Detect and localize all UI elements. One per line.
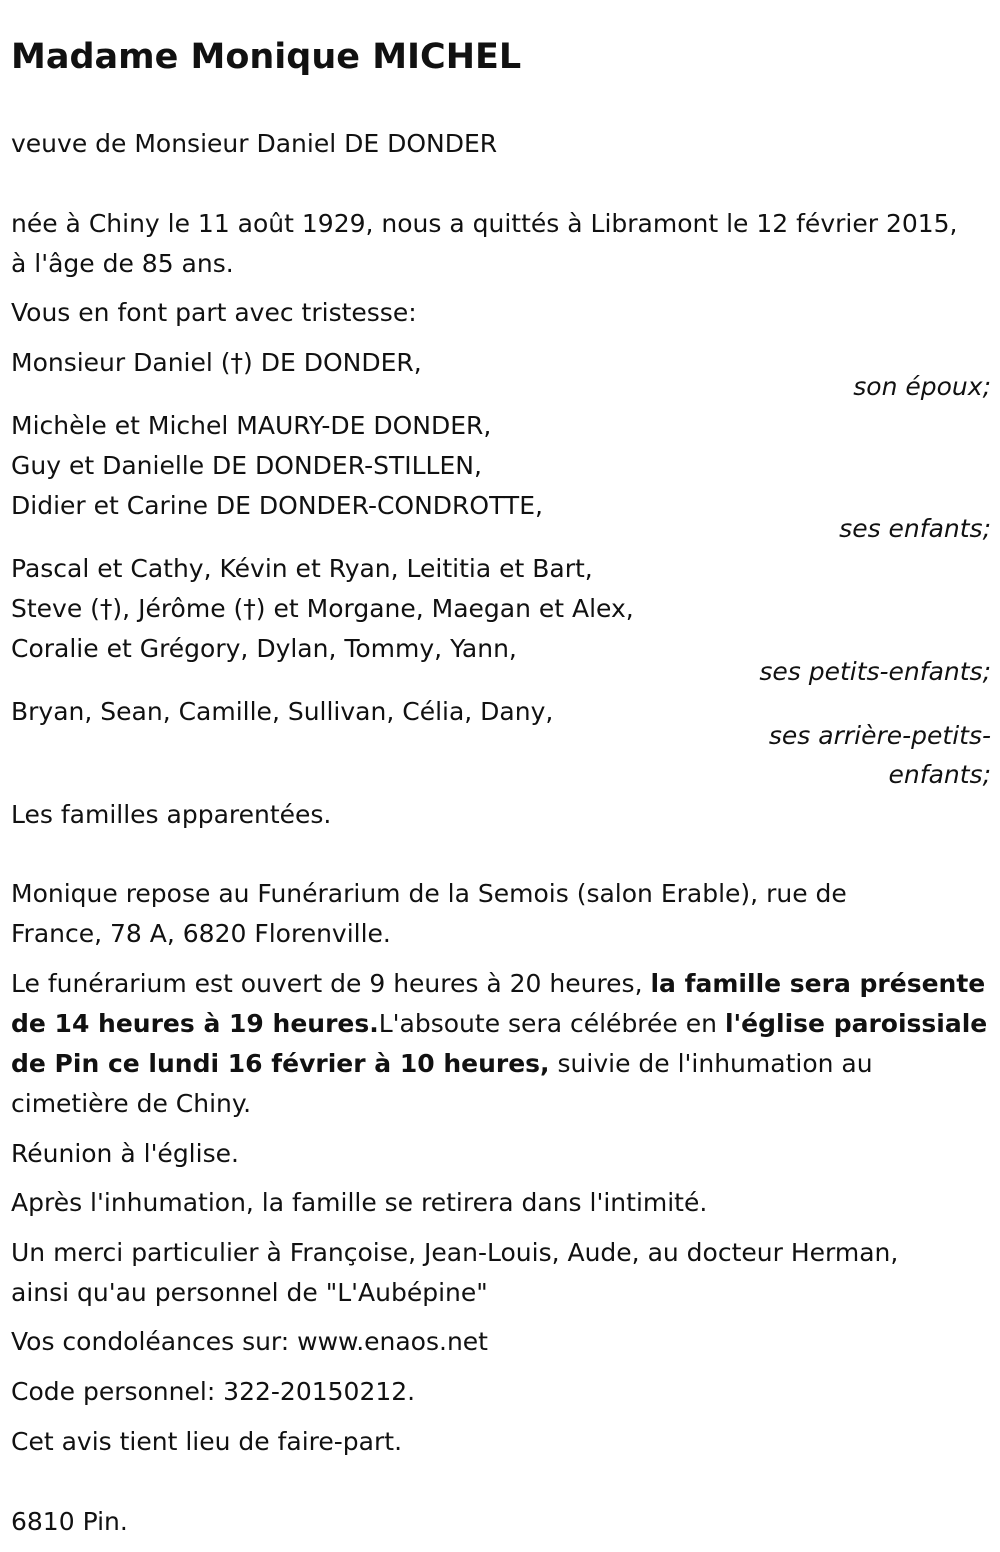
great-grandchildren-role-2: enfants; bbox=[888, 760, 991, 789]
faire-part-line: Cet avis tient lieu de faire-part. bbox=[11, 1427, 403, 1456]
page-title: Madame Monique MICHEL bbox=[11, 37, 522, 77]
children-line-3: Didier et Carine DE DONDER-CONDROTTE, bbox=[11, 491, 543, 520]
grandchildren-role: ses petits-enfants; bbox=[759, 657, 991, 686]
children-line-2: Guy et Danielle DE DONDER-STILLEN, bbox=[11, 451, 482, 480]
families-line: Les familles apparentées. bbox=[11, 800, 332, 829]
widow-line: veuve de Monsieur Daniel DE DONDER bbox=[11, 129, 498, 158]
thanks-line-1: Un merci particulier à Françoise, Jean-Louis, Aude, au docteur Herman, bbox=[11, 1238, 899, 1267]
condolences-line: Vos condoléances sur: www.enaos.net bbox=[11, 1327, 488, 1356]
spouse-role: son époux; bbox=[853, 372, 991, 401]
birth-death-line-1: née à Chiny le 11 août 1929, nous a quittés à Libramont le 12 février 2015, bbox=[11, 209, 958, 238]
place-line: 6810 Pin. bbox=[11, 1507, 128, 1536]
repose-line-1: Monique repose au Funérarium de la Semois (salon Erable), rue de bbox=[11, 879, 847, 908]
hours-text-5: suivie de l'inhumation au cimetière de Chiny. bbox=[11, 1049, 873, 1118]
hours-text-1: Le funérarium est ouvert de 9 heures à 20 heures, bbox=[11, 969, 643, 998]
grandchildren-line-2: Steve (†), Jérôme (†) et Morgane, Maegan et Alex, bbox=[11, 594, 634, 623]
after-line: Après l'inhumation, la famille se retirera dans l'intimité. bbox=[11, 1188, 708, 1217]
announce-line: Vous en font part avec tristesse: bbox=[11, 298, 417, 327]
hours-paragraph bbox=[11, 964, 991, 1124]
hours-family-present: la famille sera présente de 14 heures à 19 heures. bbox=[11, 969, 986, 1038]
grandchildren-line-1: Pascal et Cathy, Kévin et Ryan, Leititia et Bart, bbox=[11, 554, 593, 583]
hours-text-3: L'absoute sera célébrée en bbox=[378, 1009, 717, 1038]
children-line-1: Michèle et Michel MAURY-DE DONDER, bbox=[11, 411, 492, 440]
birth-death-line-2: à l'âge de 85 ans. bbox=[11, 249, 234, 278]
grandchildren-line-3: Coralie et Grégory, Dylan, Tommy, Yann, bbox=[11, 634, 517, 663]
great-grandchildren-role-1: ses arrière-petits- bbox=[768, 721, 991, 750]
thanks-line-2: ainsi qu'au personnel de "L'Aubépine" bbox=[11, 1278, 488, 1307]
code-line: Code personnel: 322-20150212. bbox=[11, 1377, 416, 1406]
repose-line-2: France, 78 A, 6820 Florenville. bbox=[11, 919, 391, 948]
children-role: ses enfants; bbox=[839, 514, 991, 543]
great-grandchildren-line: Bryan, Sean, Camille, Sullivan, Célia, Dany, bbox=[11, 697, 554, 726]
spouse-line: Monsieur Daniel (†) DE DONDER, bbox=[11, 348, 422, 377]
reunion-line: Réunion à l'église. bbox=[11, 1139, 239, 1168]
hours-church: l'église paroissiale de Pin ce lundi 16 février à 10 heures, bbox=[11, 1009, 988, 1078]
